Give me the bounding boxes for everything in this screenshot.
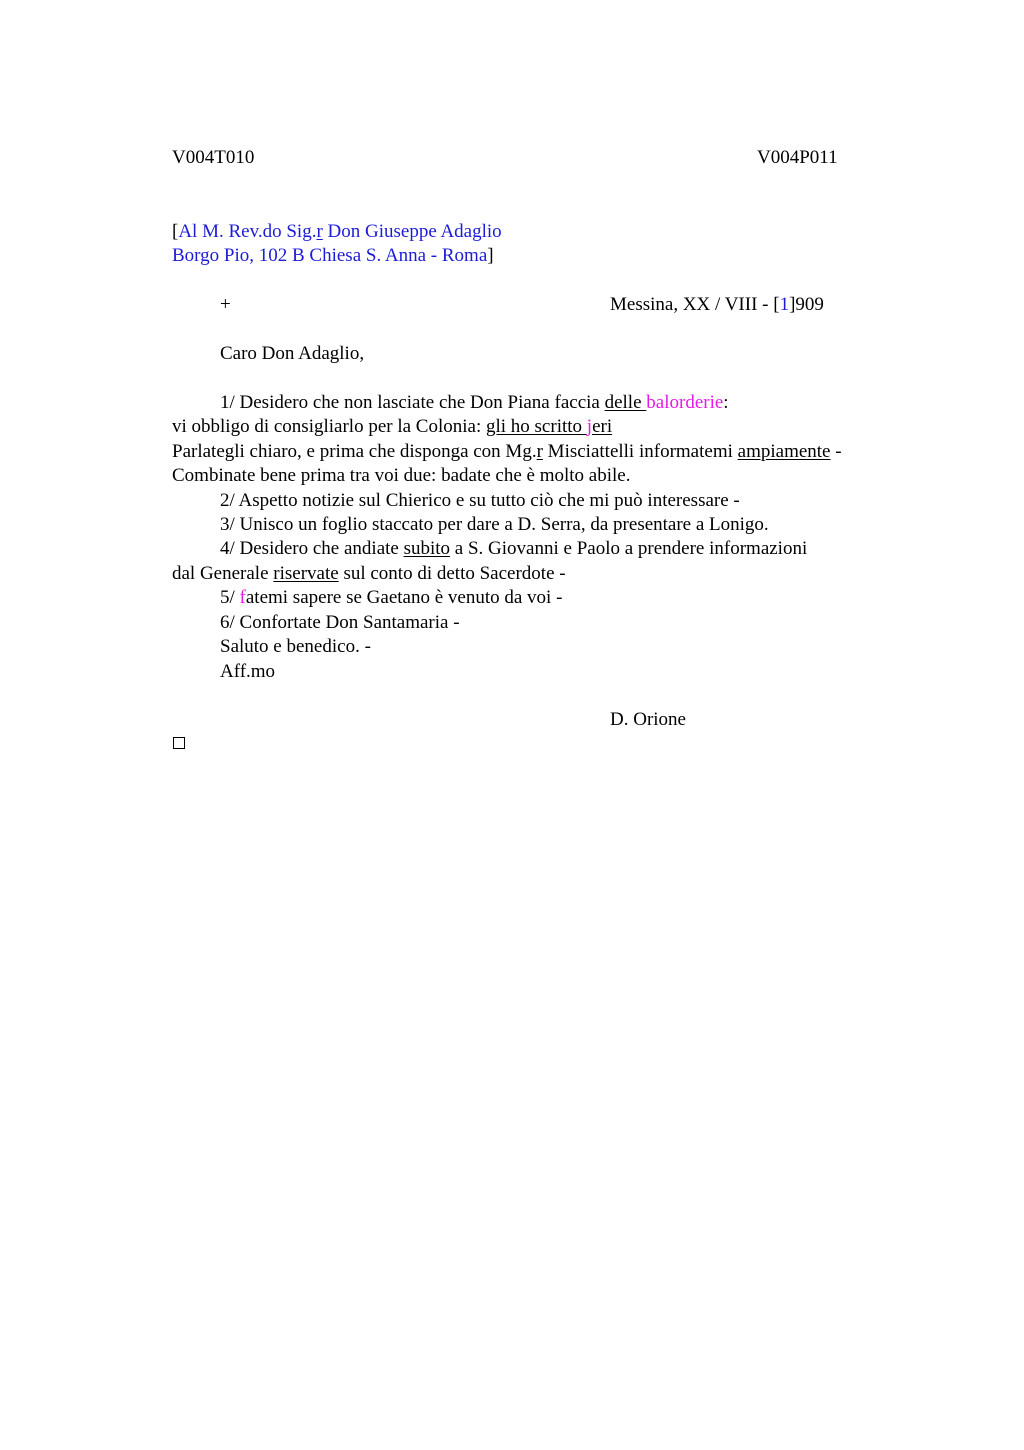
body-line-3 bbox=[172, 440, 842, 464]
body-line-2 bbox=[172, 415, 612, 439]
body-line-12: Aff.mo bbox=[220, 661, 276, 682]
l7-text-b: a S. Giovanni e Paolo a prendere informazioni bbox=[450, 538, 808, 559]
body-line-11: Saluto e benedico. - bbox=[220, 636, 371, 657]
l9-f: f bbox=[239, 587, 246, 608]
l1-delle: delle bbox=[604, 392, 647, 413]
body-line-10: 6/ Confortate Don Santamaria - bbox=[220, 612, 460, 633]
l1-text: 1/ Desidero che non lasciate che Don Piana faccia bbox=[220, 392, 605, 413]
l8-text-b: sul conto di detto Sacerdote - bbox=[338, 563, 566, 584]
l9-number: 5/ bbox=[220, 587, 240, 608]
body-line-6: 3/ Unisco un foglio staccato per dare a D. Serra, da presentare a Lonigo. bbox=[220, 514, 769, 535]
address-recipient-b: Don Giuseppe Adaglio bbox=[322, 221, 502, 242]
l3-dash: - bbox=[830, 441, 842, 462]
l2-j: j bbox=[586, 416, 593, 437]
l3-r: r bbox=[536, 441, 543, 462]
address-line-2 bbox=[172, 244, 494, 268]
address-street: Borgo Pio, 102 B Chiesa S. Anna - Roma bbox=[172, 245, 488, 266]
cross-symbol: + bbox=[220, 294, 231, 315]
l2-text: vi obbligo di consigliarlo per la Colonia: bbox=[172, 416, 486, 437]
signature: D. Orione bbox=[610, 709, 686, 730]
l8-riservate: riservate bbox=[273, 563, 339, 584]
l3-text: Parlategli chiaro, e prima che disponga con Mg. bbox=[172, 441, 537, 462]
body-line-9 bbox=[220, 586, 562, 610]
right-code: V004P011 bbox=[757, 147, 838, 168]
address-open-bracket: [ bbox=[172, 221, 179, 242]
body-line-5: 2/ Aspetto notizie sul Chierico e su tutto ciò che mi può interessare - bbox=[220, 490, 740, 511]
place-date bbox=[610, 293, 824, 317]
body-line-8 bbox=[172, 562, 566, 586]
body-line-1 bbox=[220, 391, 729, 415]
salutation: Caro Don Adaglio, bbox=[220, 343, 365, 364]
l3-text-b: Misciattelli informatemi bbox=[542, 441, 738, 462]
empty-box-symbol bbox=[173, 737, 185, 749]
place-date-b: ]909 bbox=[789, 294, 824, 315]
l3-ampiamente: ampiamente bbox=[737, 441, 831, 462]
year-digit: 1 bbox=[779, 294, 790, 315]
l2-underlined-2: eri bbox=[592, 416, 613, 437]
body-line-4: Combinate bene prima tra voi due: badate che è molto abile. bbox=[172, 465, 631, 486]
l1-balorderie: balorderie bbox=[646, 392, 724, 413]
l1-colon: : bbox=[723, 392, 729, 413]
address-close-bracket: ] bbox=[487, 245, 494, 266]
l7-subito: subito bbox=[403, 538, 451, 559]
l2-underlined-1: gli ho scritto bbox=[485, 416, 587, 437]
address-recipient-r: r bbox=[316, 221, 323, 242]
place-date-a: Messina, XX / VIII - [ bbox=[610, 294, 780, 315]
body-line-7 bbox=[220, 537, 807, 561]
left-code: V004T010 bbox=[172, 147, 255, 168]
l9-text: atemi sapere se Gaetano è venuto da voi - bbox=[245, 587, 563, 608]
l7-text: 4/ Desidero che andiate bbox=[220, 538, 404, 559]
address-recipient-a: Al M. Rev.do Sig. bbox=[178, 221, 317, 242]
address-line-1 bbox=[172, 220, 502, 244]
l8-text: dal Generale bbox=[172, 563, 274, 584]
